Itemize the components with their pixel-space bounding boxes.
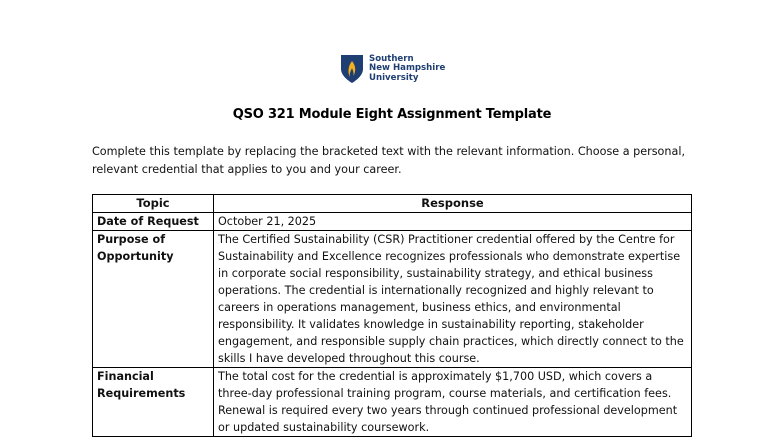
shield-icon (340, 54, 364, 84)
table-row (93, 368, 692, 437)
table-row (93, 231, 692, 368)
document-title: QSO 321 Module Eight Assignment Template (232, 107, 552, 122)
template-table (92, 194, 692, 437)
row-topic: Purpose of Opportunity (93, 231, 214, 368)
row-topic: Date of Request (93, 213, 214, 231)
table-header-row (93, 195, 692, 213)
university-name (369, 55, 445, 83)
university-logo (340, 54, 445, 84)
logo-line-3: University (369, 72, 419, 83)
table-row (93, 213, 692, 231)
instructions-text: Complete this template by replacing the bracketed text with the relevant information. Choose a personal, relevant credential that applies to you and your career. (92, 145, 686, 176)
logo-line-2: New Hampshire (369, 63, 446, 74)
row-topic: Financial Requirements (93, 368, 214, 437)
response-header: Response (214, 195, 692, 213)
row-response: October 21, 2025 (214, 213, 692, 231)
row-response: The total cost for the credential is approximately $1,700 USD, which covers a three-day professional training program, course materials, and certification fees. Renewal is required every two years through continued professional development or updated sustainability coursework. (214, 368, 692, 437)
row-response: The Certified Sustainability (CSR) Practitioner credential offered by the Centre for Sustainability and Excellence recognizes professionals who demonstrate expertise in corporate social responsibility, sustainability strategy, and ethical business operations. The credential is internationally recognized and highly relevant to careers in operations management, business ethics, and environmental responsibility. It validates knowledge in sustainability reporting, stakeholder engagement, and responsible supply chain practices, which directly connect to the skills I have developed throughout this course. (214, 231, 692, 368)
logo-line-1: Southern (369, 54, 414, 65)
topic-header: Topic (93, 195, 214, 213)
